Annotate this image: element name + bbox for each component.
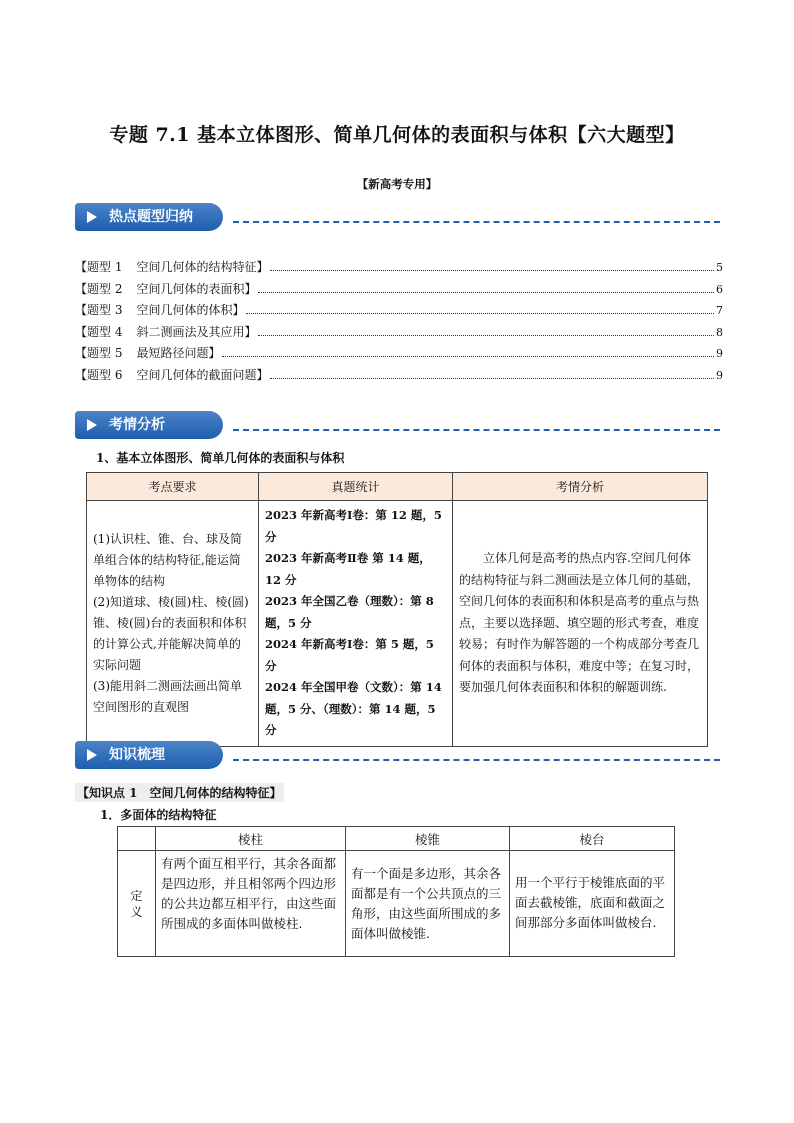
- arrow-right-icon: [87, 211, 97, 223]
- row-header: 定义: [118, 851, 156, 957]
- page-title: 专题 7.1 基本立体图形、简单几何体的表面积与体积【六大题型】: [109, 124, 685, 146]
- knowledge-point-heading: 【知识点 1 空间几何体的结构特征】: [75, 783, 284, 802]
- toc-item[interactable]: 【题型 4 斜二测画法及其应用】 8: [75, 324, 723, 339]
- toc-item[interactable]: 【题型 1 空间几何体的结构特征】 5: [75, 260, 723, 274]
- section-banner-hot: [75, 203, 720, 233]
- column-header: 棱锥: [346, 827, 510, 851]
- section-banner-knowledge: [75, 741, 720, 771]
- dashed-divider: [233, 429, 720, 431]
- dashed-divider: [233, 759, 720, 761]
- section-title: 热点题型归纳: [109, 209, 193, 225]
- table-of-contents: [75, 258, 723, 387]
- definition-cell: 用一个平行于棱锥底面的平面去截棱锥，底面和截面之间那部分多面体叫做棱台.: [510, 851, 675, 957]
- arrow-right-icon: [87, 749, 97, 761]
- section-title: 知识梳理: [109, 747, 165, 763]
- toc-item[interactable]: 【题型 5 最短路径问题】 9: [75, 346, 723, 360]
- column-header: 棱台: [510, 827, 675, 851]
- requirements-cell: (1)认识柱、锥、台、球及简单组合体的结构特征,能运简单物体的结构 (2)知道球、棱(圆)柱、棱(圆)锥、棱(圆)台的表面积和体积的计算公式,并能解决简单的实际问题 (3)能用斜二测画法画出简单空间图形的直观图: [87, 501, 259, 747]
- toc-item[interactable]: 【题型 6 空间几何体的截面问题】 9: [75, 367, 723, 382]
- toc-item[interactable]: 【题型 2 空间几何体的表面积】 6: [75, 281, 723, 296]
- analysis-table: [86, 472, 708, 747]
- arrow-right-icon: [87, 419, 97, 431]
- dashed-divider: [233, 221, 720, 223]
- knowledge-subheading: 1．多面体的结构特征: [100, 808, 217, 822]
- summary-cell: 立体几何是高考的热点内容.空间几何体的结构特征与斜二测画法是立体几何的基础，空间几何体的表面积和体积是高考的重点与热点，主要以选择题、填空题的形式考查，难度较易；有时作为解答题的一个构成部分考查几何体的表面积与体积，难度中等；在复习时，要加强几何体表面积和体积的解题训练.: [453, 501, 708, 747]
- section-title: 考情分析: [109, 417, 165, 433]
- definition-cell: 有两个面互相平行，其余各面都是四边形，并且相邻两个四边形的公共边都互相平行，由这些面所围成的多面体叫做棱柱.: [156, 851, 346, 957]
- toc-item[interactable]: 【题型 3 空间几何体的体积】 7: [75, 303, 723, 317]
- column-header: 真题统计: [259, 473, 453, 501]
- stats-cell: 2023 年新高考Ⅰ卷：第 12 题，5 分 2023 年新高考Ⅱ卷 第 14 题，12 分 2023 年全国乙卷（理数）：第 8 题，5 分 2024 年新高考Ⅰ卷：第 5 题，5 分 2024 年全国甲卷（文数）：第 14 题，5 分、（理数）：第 14 题，5 分: [259, 501, 453, 747]
- column-header: 考点要求: [87, 473, 259, 501]
- column-header: 考情分析: [453, 473, 708, 501]
- section-banner-analysis: [75, 411, 720, 441]
- polyhedron-table: [117, 826, 675, 957]
- column-header: 棱柱: [156, 827, 346, 851]
- page-subtitle: 【新高考专用】: [356, 177, 438, 191]
- definition-cell: 有一个面是多边形，其余各面都是有一个公共顶点的三角形，由这些面所围成的多面体叫做棱锥.: [346, 851, 510, 957]
- analysis-heading: 1、基本立体图形、简单几何体的表面积与体积: [96, 451, 345, 465]
- corner-cell: [118, 827, 156, 851]
